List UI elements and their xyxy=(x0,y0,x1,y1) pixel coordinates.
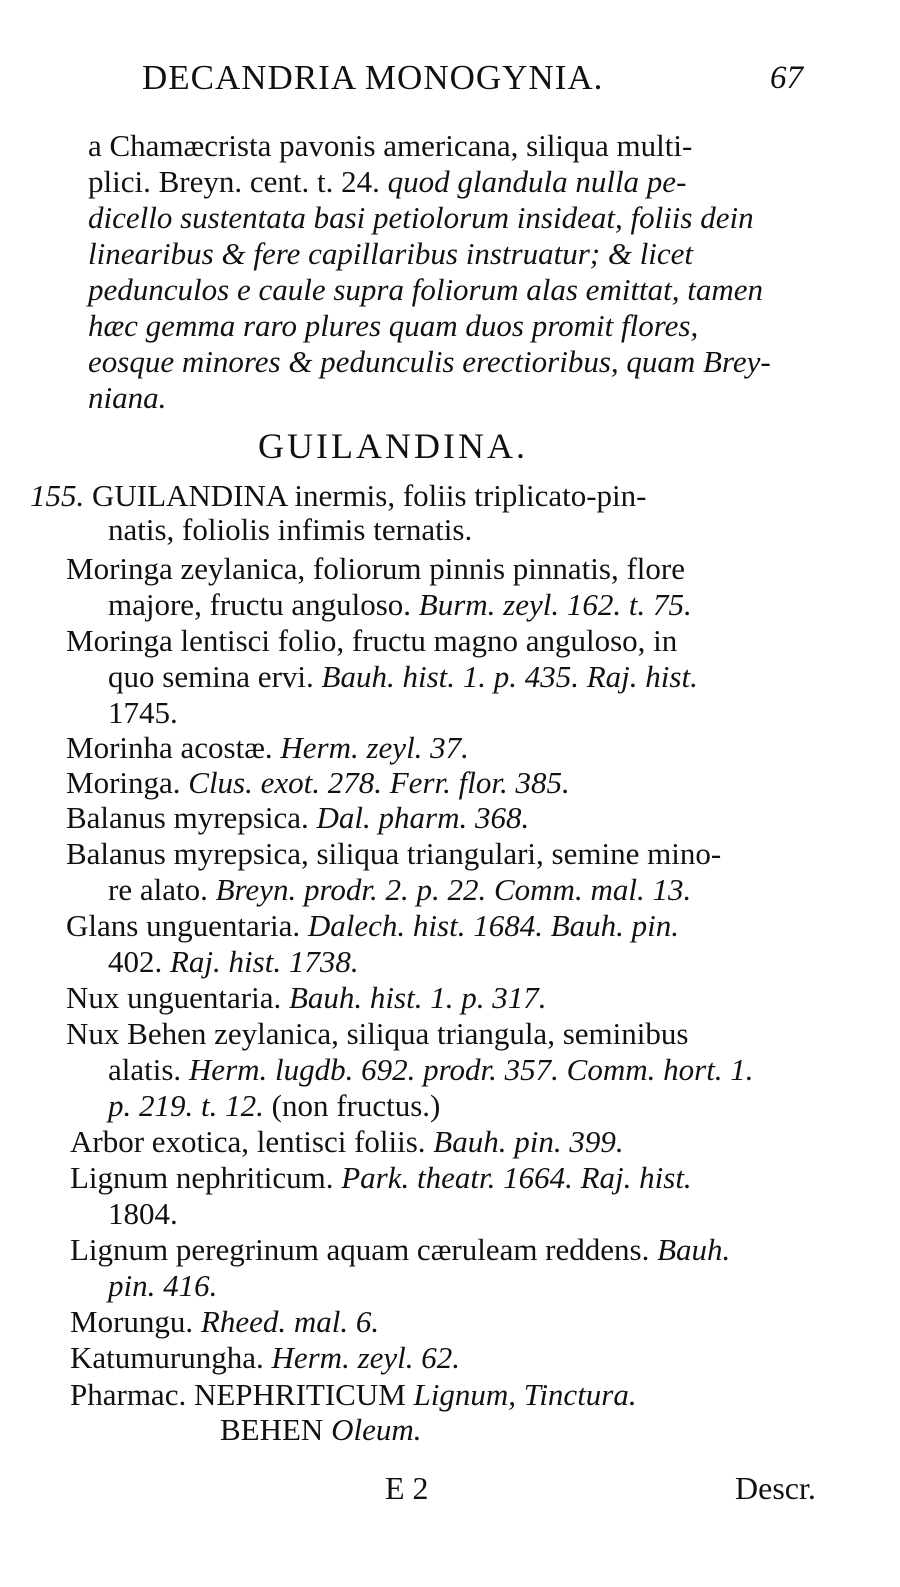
line-segment-italic: linearibus & fere capillaribus instruatur; & licet xyxy=(88,236,694,271)
line-segment: Balanus myrepsica, siliqua triangulari, semine mino- xyxy=(66,836,722,871)
text-line xyxy=(88,344,771,380)
line-segment: alatis. xyxy=(108,1052,189,1087)
text-line xyxy=(88,128,692,164)
line-segment-italic: dicello sustentata basi petiolorum insideat, foliis dein xyxy=(88,200,754,235)
synonym-line xyxy=(66,730,469,766)
section-heading: GUILANDINA. xyxy=(258,426,528,466)
line-segment: Glans unguentaria. xyxy=(66,908,308,943)
text-line xyxy=(108,872,691,908)
synonym-line xyxy=(70,1340,460,1376)
text-line xyxy=(108,1268,217,1304)
synonym-line xyxy=(70,1304,379,1340)
synonym-line xyxy=(70,1160,692,1196)
citation: Raj. hist. 1738. xyxy=(170,944,359,979)
line-segment-italic: Lignum, Tinctura. xyxy=(413,1377,637,1412)
text-line xyxy=(108,695,178,731)
pharmacy-line xyxy=(220,1412,421,1448)
citation: Bauh. hist. 1. p. 435. Raj. hist. xyxy=(321,659,698,694)
line-segment: Nux unguentaria. xyxy=(66,980,289,1015)
text-line xyxy=(88,164,686,200)
line-segment: natis, foliolis infimis ternatis. xyxy=(108,512,473,547)
species-diagnosis: GUILANDINA inermis, foliis triplicato-pin- xyxy=(92,478,647,513)
text-line xyxy=(88,308,698,344)
citation: Dal. pharm. 368. xyxy=(316,800,530,835)
citation: p. 219. t. 12. xyxy=(108,1088,272,1123)
line-segment-italic: eosque minores & pedunculis erectioribus, quam Brey- xyxy=(88,344,771,379)
line-segment: Nux Behen zeylanica, siliqua triangula, seminibus xyxy=(66,1016,689,1051)
text-line xyxy=(88,200,754,236)
text-line xyxy=(108,1088,440,1124)
signature-mark: E 2 xyxy=(385,1470,429,1506)
synonym-line xyxy=(66,551,685,587)
line-segment: quo semina ervi. xyxy=(108,659,322,694)
text-line xyxy=(108,659,698,695)
line-segment: plici. Breyn. cent. t. 24. xyxy=(88,164,388,199)
species-number: 155. xyxy=(30,478,92,513)
text-line xyxy=(108,512,472,548)
synonym-line xyxy=(66,908,679,944)
citation: Herm. zeyl. 37. xyxy=(280,730,469,765)
line-segment-italic: quod glandula nulla pe- xyxy=(387,164,687,199)
line-segment: Lignum nephriticum. xyxy=(70,1160,342,1195)
citation: Burm. zeyl. 162. t. 75. xyxy=(418,587,692,622)
text-line xyxy=(88,236,693,272)
line-segment: Katumurungha. xyxy=(70,1340,272,1375)
line-segment: Arbor exotica, lentisci foliis. xyxy=(70,1124,434,1159)
citation: Dalech. hist. 1684. Bauh. pin. xyxy=(307,908,680,943)
citation: Herm. lugdb. 692. prodr. 357. Comm. hort. 1. xyxy=(188,1052,754,1087)
line-segment-italic: hæc gemma raro plures quam duos promit flores, xyxy=(88,308,699,343)
page-number: 67 xyxy=(770,60,803,96)
running-title: DECANDRIA MONOGYNIA. xyxy=(142,58,604,97)
citation: Clus. exot. 278. Ferr. flor. 385. xyxy=(188,765,570,800)
line-segment-italic: pedunculos e caule supra foliorum alas emittat, tamen xyxy=(88,272,764,307)
text-line xyxy=(108,1052,754,1088)
line-segment: Morungu. xyxy=(70,1304,201,1339)
line-segment: Lignum peregrinum aquam cæruleam reddens. xyxy=(70,1232,658,1267)
line-segment: 1745. xyxy=(108,695,178,730)
synonym-line xyxy=(66,980,546,1016)
citation: Bauh. hist. 1. p. 317. xyxy=(288,980,547,1015)
line-segment: re alato. xyxy=(108,872,216,907)
text-line xyxy=(108,587,692,623)
citation: pin. 416. xyxy=(108,1268,218,1303)
synonym-line xyxy=(66,1016,688,1052)
line-segment-italic: niana. xyxy=(88,380,167,415)
citation: Bauh. pin. 399. xyxy=(433,1124,624,1159)
line-segment: Moringa. xyxy=(66,765,189,800)
line-segment: BEHEN xyxy=(220,1412,332,1447)
line-segment: Balanus myrepsica. xyxy=(66,800,317,835)
text-line xyxy=(88,272,763,308)
catchword: Descr. xyxy=(735,1470,816,1506)
text-line xyxy=(108,944,359,980)
synonym-line xyxy=(66,836,721,872)
citation: Breyn. prodr. 2. p. 22. Comm. mal. 13. xyxy=(215,872,692,907)
line-segment: 402. xyxy=(108,944,170,979)
page-header xyxy=(0,58,900,108)
line-segment: Pharmac. NEPHRITICUM xyxy=(70,1377,414,1412)
synonym-line xyxy=(70,1124,624,1160)
citation: Herm. zeyl. 62. xyxy=(271,1340,461,1375)
page-footer xyxy=(0,1470,900,1510)
synonym-line xyxy=(66,800,529,836)
text-line xyxy=(108,1196,178,1232)
line-segment: Morinha acostæ. xyxy=(66,730,281,765)
line-segment: a Chamæcrista pavonis americana, siliqua multi- xyxy=(88,128,693,163)
citation: Park. theatr. 1664. Raj. hist. xyxy=(341,1160,692,1195)
line-segment: Moringa lentisci folio, fructu magno anguloso, in xyxy=(66,623,678,658)
synonym-line xyxy=(66,623,677,659)
line-segment-italic: Oleum. xyxy=(331,1412,422,1447)
pharmacy-line xyxy=(70,1377,637,1413)
citation: Bauh. xyxy=(657,1232,731,1267)
citation: Rheed. mal. 6. xyxy=(200,1304,380,1339)
synonym-line xyxy=(70,1232,730,1268)
line-segment: (non fructus.) xyxy=(271,1088,441,1123)
text-line xyxy=(88,380,166,416)
synonym-line xyxy=(66,765,570,801)
line-segment: majore, fructu anguloso. xyxy=(108,587,419,622)
line-segment: Moringa zeylanica, foliorum pinnis pinnatis, flore xyxy=(66,551,685,586)
species-entry-line xyxy=(30,478,646,514)
line-segment: 1804. xyxy=(108,1196,178,1231)
